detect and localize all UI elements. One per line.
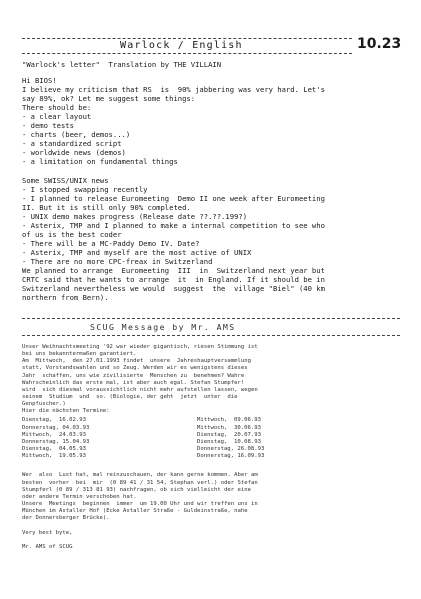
letter-line: - worldwide news (demos) [22, 148, 126, 158]
scug-line: statt, Vorstandswahlen und so Zeug. Werden wir es wenigstens dieses [22, 365, 248, 372]
letter-line: - a standardized script [22, 139, 122, 149]
scug-line: der Donnersberger Brücke). [22, 515, 110, 522]
scug-line: bei uns bekanntermaßen garantiert. [22, 351, 137, 358]
meeting-date: Donnerstag, 26.08.93 [197, 446, 265, 453]
scug-line: Very best byte, [22, 529, 73, 536]
scug-line: Genpfuscher.) [22, 401, 66, 408]
meeting-date: Donnerstag, 15.04.93 [22, 438, 90, 445]
letter-body [22, 76, 407, 302]
scug-line: besten vorher bei mir (0 89 41 / 31 54, Stephan verl.) oder Stefan [22, 479, 258, 486]
letter-line: - a clear layout [22, 112, 92, 122]
letter-subtitle: "Warlock's letter" Translation by THE VILLAIN [22, 60, 222, 69]
scug-line [22, 537, 407, 544]
scug-line: Hier die nächsten Termine: [22, 408, 110, 415]
scug-outro [22, 472, 407, 551]
scug-line [22, 522, 407, 529]
header-bottom-rule [22, 53, 352, 54]
header-title: Warlock / English [120, 40, 243, 51]
letter-line: of us is the best coder [22, 229, 122, 239]
meeting-dates [22, 417, 407, 466]
letter-line: - charts (beer, demos...) [22, 130, 131, 140]
meeting-date: Dienstag, 20.07.93 [197, 431, 261, 438]
letter-line: - a limitation on fundamental things [22, 157, 178, 167]
scug-top-rule [22, 318, 400, 319]
letter-line: CRTC said that he wants to arrange it in England. If it should be in [22, 275, 325, 285]
meeting-dates-left [22, 417, 89, 460]
scug-line: wird sich diesmal voraussichtlich nicht mehr aufstellen lassen, wegen [22, 386, 258, 393]
scug-line: München im Astaller Hof (Ecke Astaller Straße - Guldeinstraße, nahe [22, 508, 248, 515]
letter-line: We planned to arrange Euromeeting III in Switzerland next year but [22, 265, 325, 275]
scug-body [22, 344, 407, 551]
scug-intro [22, 344, 407, 415]
meeting-date: Donnerstag, 16.09.93 [197, 453, 265, 460]
letter-line [22, 166, 407, 175]
letter-line: There should be: [22, 103, 92, 113]
letter-line: I believe my criticism that RS is 90% jabbering was very hard. Let's [22, 85, 325, 95]
letter-line: Hi BIOS! [22, 76, 57, 85]
letter-line: - There will be a MC-Paddy Demo IV. Date? [22, 238, 200, 248]
meeting-date: Dienstag, 10.08.93 [197, 438, 261, 445]
letter-line: - I planned to release Euromeeting Demo II one week after Euromeeting [22, 193, 325, 203]
meeting-dates-right [197, 417, 264, 460]
letter-line: say 89%, ok? Let me suggest some things: [22, 94, 196, 104]
letter-line: - Asterix, TMP and I planned to make a internal competition to see who [22, 220, 325, 230]
scug-line: oder andere Termin verschoben hat. [22, 493, 137, 500]
meeting-date: Mittwoch, 30.06.93 [197, 424, 261, 431]
scug-bottom-rule [22, 335, 400, 336]
scug-line: Unser Weihnachtsmeeting '92 war wieder gigantisch, riesen Stimmung ist [22, 344, 258, 350]
letter-line: - There are no more CPC-freax in Switzerland [22, 256, 213, 266]
meeting-date: Dienstag, 16.02.93 [22, 417, 86, 424]
meeting-date: Dienstag, 04.05.93 [22, 446, 86, 453]
scug-line: Wer also Lust hat, mal reinzuschauen, der kann gerne kommen. Aber am [22, 472, 258, 479]
letter-line: II. But it is still only 90% completed. [22, 202, 191, 212]
scug-line: seinem Studium und so. (Biologie, der geht jetzt unter die [22, 393, 238, 400]
letter-line: Some SWISS/UNIX news [22, 175, 109, 185]
letter-line: - I stopped swapping recently [22, 184, 148, 194]
letter-line: - demo tests [22, 121, 74, 131]
scug-line: Mr. AMS of SCUG [22, 543, 73, 550]
meeting-date: Mittwoch, 19.05.93 [22, 453, 86, 460]
scug-line: Unsere Meetings beginnen immer um 19.00 Uhr und wir treffen uns in [22, 500, 258, 507]
meeting-date: Mittwoch, 24.03.93 [22, 431, 86, 438]
letter-line: Switzerland nevertheless we would suggest the village "Biel" (40 km [22, 284, 325, 294]
letter-line: northern from Bern). [22, 293, 109, 303]
meeting-date: Mittwoch, 09.06.93 [197, 417, 261, 424]
page-number: 10.23 [357, 36, 402, 52]
scug-line: Wahrscheinlich das erste mal, ist aber auch egal. Stefan Stumpfer! [22, 379, 245, 386]
letter-line: - UNIX demo makes progress (Release date ??.??.199?) [22, 211, 248, 221]
meeting-date: Donnerstag, 04.03.93 [22, 424, 90, 431]
scug-title: SCUG Message by Mr. AMS [90, 322, 236, 332]
scug-line: Am Mittwoch, den 27.01.1993 findet unsere Jahreshauptversammlung [22, 358, 252, 365]
scug-line: Jahr schaffen, uns wie zivilisierte Menschen zu benehmen? Wahre [22, 372, 245, 379]
header-top-rule [22, 38, 352, 39]
scug-line: Stumpferl (0 89 / 313 81 93) nachfragen, ob sich vielleicht der eine [22, 486, 252, 493]
letter-line: - Asterix, TMP and myself are the most active of UNIX [22, 247, 252, 257]
